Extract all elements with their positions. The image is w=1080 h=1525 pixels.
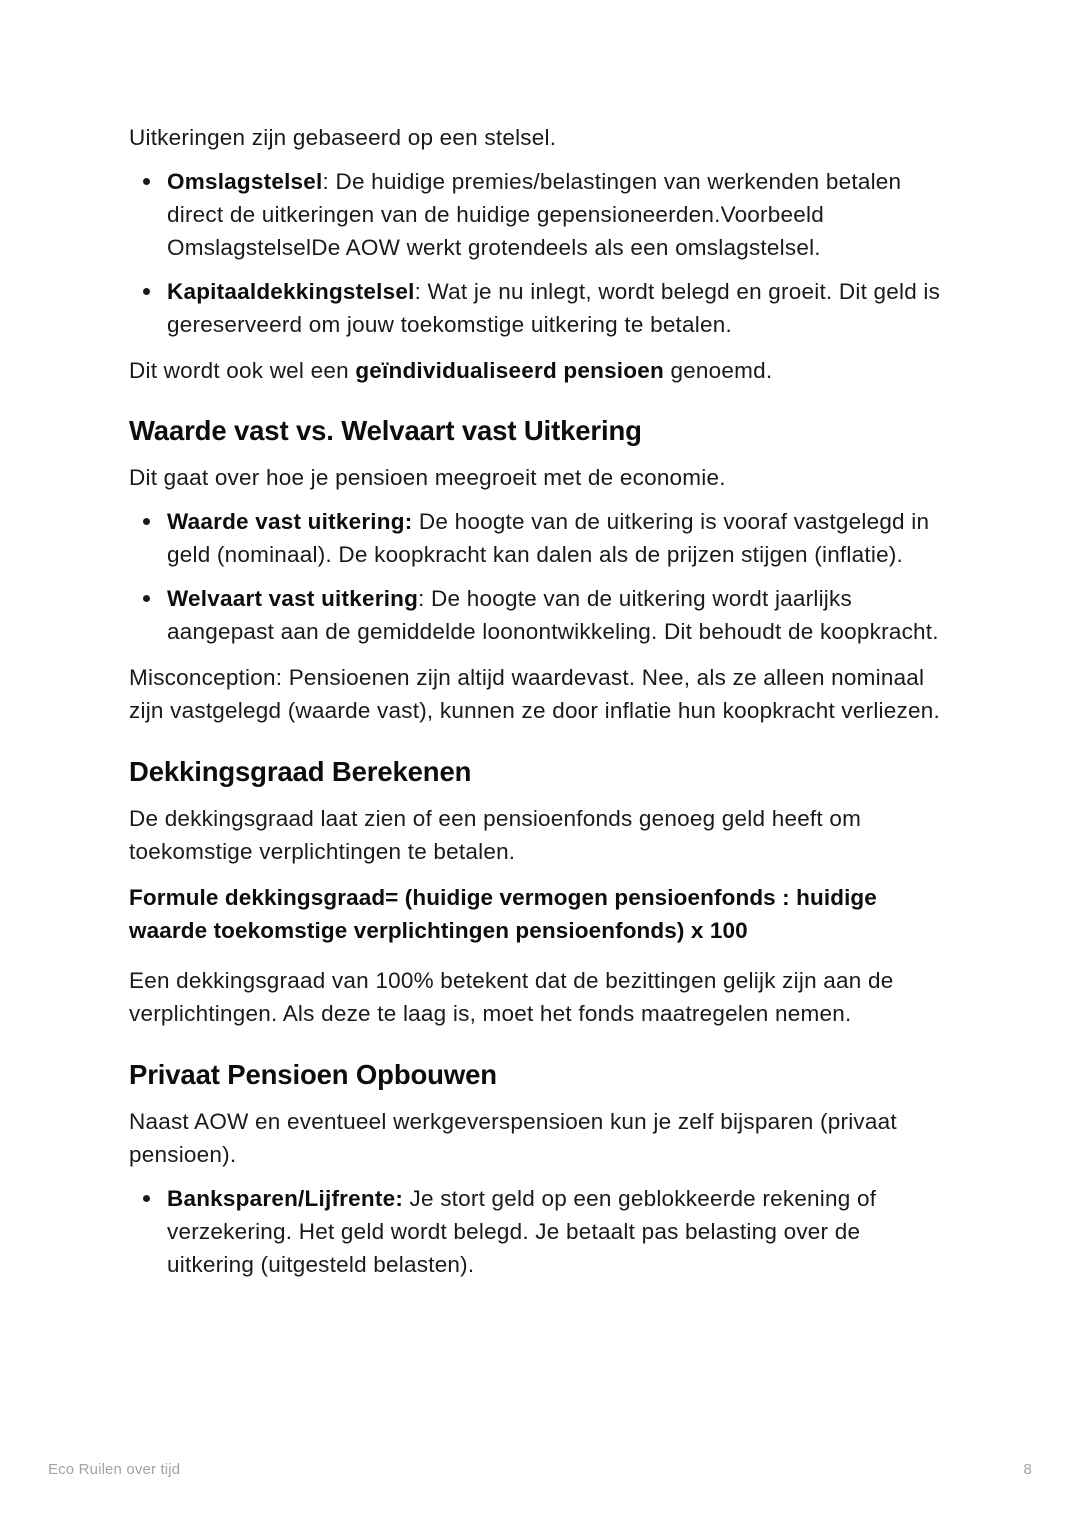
list-item	[129, 165, 950, 264]
bullet-dot-icon	[143, 288, 150, 295]
list-item-text: : De huidige premies/belastingen van werkenden betalen direct de uitkeringen van de huidige gepensioneerden.Voorbeeld OmslagstelselDe AOW werkt grotendeels als een omslagstelsel.	[167, 169, 902, 260]
list-item-term: Omslagstelsel	[167, 169, 323, 194]
list-item-term: Waarde vast uitkering:	[167, 509, 413, 534]
list-item	[129, 505, 950, 571]
footer-page-number: 8	[1023, 1461, 1032, 1478]
privaat-intro-paragraph: Naast AOW en eventueel werkgeverspensioen kun je zelf bijsparen (privaat pensioen).	[129, 1109, 897, 1167]
list-item-term: Banksparen/Lijfrente:	[167, 1186, 404, 1211]
list-item	[129, 1182, 950, 1281]
list-item	[129, 275, 950, 341]
geindividualiseerd-paragraph	[129, 354, 950, 387]
dekkingsgraad-outro-paragraph: Een dekkingsgraad van 100% betekent dat de bezittingen gelijk zijn aan de verplichtingen. Als deze te laag is, moet het fonds maatregelen nemen.	[129, 968, 894, 1026]
waarde-intro-paragraph: Dit gaat over hoe je pensioen meegroeit met de economie.	[129, 465, 726, 490]
privaat-bullet-list	[129, 1182, 950, 1281]
text-after-bold: genoemd.	[663, 358, 773, 383]
bold-term: geïndividualiseerd pensioen	[355, 358, 664, 383]
dekkingsgraad-intro-paragraph: De dekkingsgraad laat zien of een pensioenfonds genoeg geld heeft om toekomstige verplichtingen te betalen.	[129, 806, 862, 864]
stelsel-bullet-list	[129, 165, 950, 341]
text-before-bold: Dit wordt ook wel een	[129, 358, 356, 383]
section-heading-privaat-pensioen: Privaat Pensioen Opbouwen	[129, 1059, 497, 1090]
list-item-text: : Wat je nu inlegt, wordt belegd en groeit. Dit geld is gereserveerd om jouw toekomstige uitkering te betalen.	[167, 279, 941, 337]
misconception-paragraph: Misconception: Pensioenen zijn altijd waardevast. Nee, als ze alleen nominaal zijn vastgelegd (waarde vast), kunnen ze door inflatie hun koopkracht verliezen.	[129, 665, 940, 723]
intro-paragraph: Uitkeringen zijn gebaseerd op een stelsel.	[129, 125, 557, 150]
bullet-dot-icon	[143, 1195, 150, 1202]
waarde-bullet-list	[129, 505, 950, 648]
dekkingsgraad-formula: Formule dekkingsgraad= (huidige vermogen pensioenfonds : huidige waarde toekomstige verplichtingen pensioenfonds) x 100	[129, 885, 877, 943]
list-item-term: Welvaart vast uitkering	[167, 586, 419, 611]
page-content	[129, 121, 950, 1294]
page-footer	[48, 1455, 1032, 1485]
section-heading-dekkingsgraad: Dekkingsgraad Berekenen	[129, 756, 472, 787]
list-item-text: Je stort geld op een geblokkeerde rekening of verzekering. Het geld wordt belegd. Je betaalt pas belasting over de uitkering (uitgesteld belasten).	[167, 1186, 877, 1277]
list-item-term: Kapitaaldekkingstelsel	[167, 279, 415, 304]
list-item-text: De hoogte van de uitkering is vooraf vastgelegd in geld (nominaal). De koopkracht kan dalen als de prijzen stijgen (inflatie).	[167, 509, 930, 567]
footer-document-title: Eco Ruilen over tijd	[48, 1461, 181, 1478]
bullet-dot-icon	[143, 518, 150, 525]
bullet-dot-icon	[143, 595, 150, 602]
list-item	[129, 582, 950, 648]
list-item-text: : De hoogte van de uitkering wordt jaarlijks aangepast aan de gemiddelde loonontwikkeling. Dit behoudt de koopkracht.	[167, 586, 939, 644]
bullet-dot-icon	[143, 178, 150, 185]
section-heading-waarde-welvaart: Waarde vast vs. Welvaart vast Uitkering	[129, 415, 642, 446]
